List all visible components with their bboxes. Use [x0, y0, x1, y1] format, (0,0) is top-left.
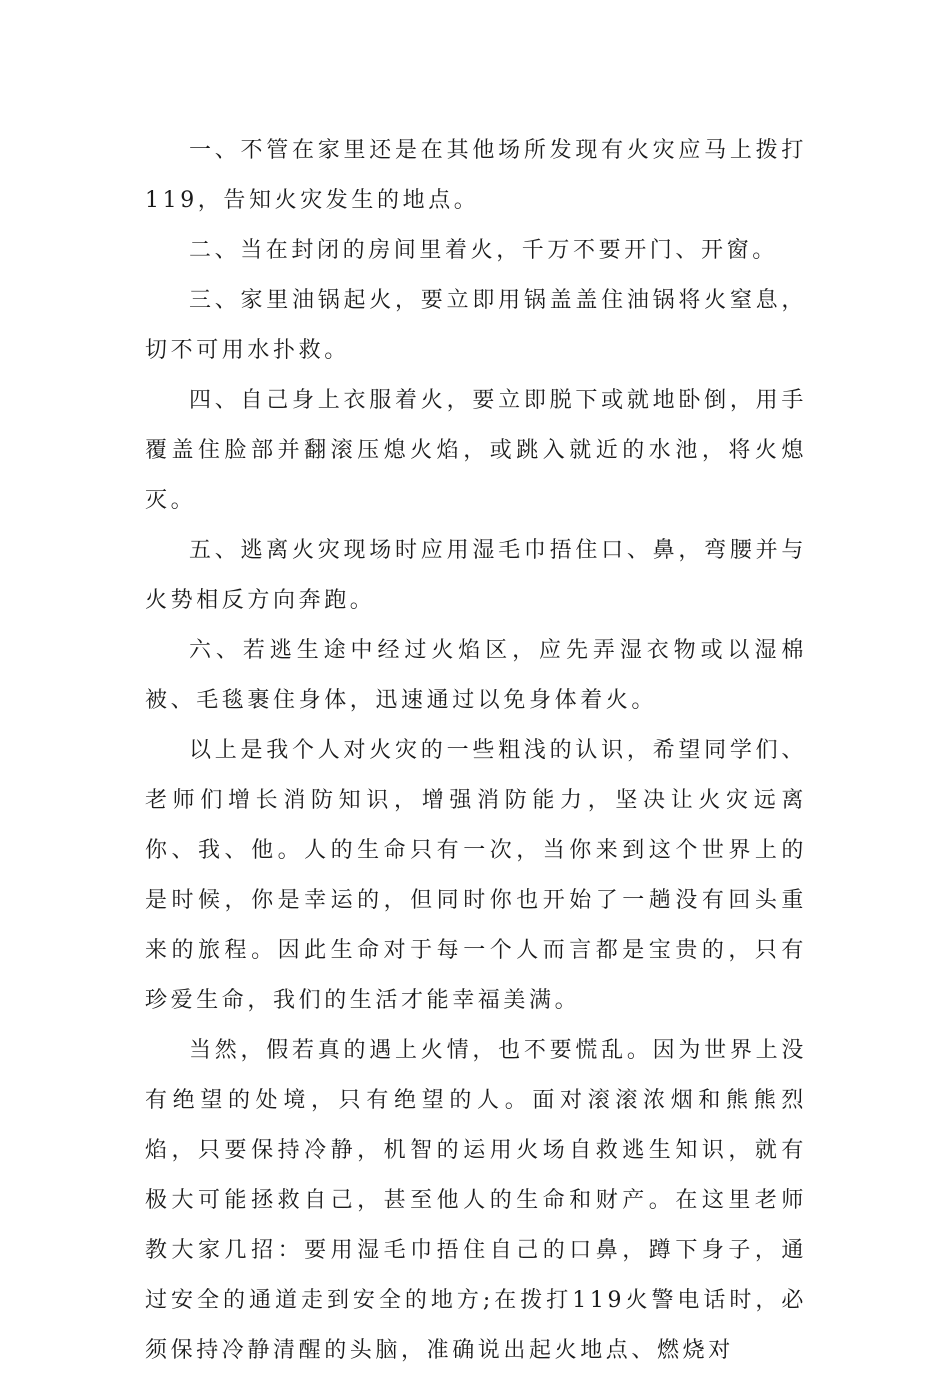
paragraph-tip-6: 六、若逃生途中经过火焰区，应先弄湿衣物或以湿棉被、毛毯裹住身体，迅速通过以免身体着火。	[145, 638, 807, 713]
paragraph-tip-3: 三、家里油锅起火，要立即用锅盖盖住油锅将火窒息，切不可用水扑救。	[145, 288, 807, 363]
paragraph-summary: 以上是我个人对火灾的一些粗浅的认识，希望同学们、老师们增长消防知识，增强消防能力，坚决让火灾远离你、我、他。人的生命只有一次，当你来到这个世界上的是时候，你是幸运的，但同时你也开始了一趟没有回头重来的旅程。因此生命对于每一个人而言都是宝贵的，只有珍爱生命，我们的生活才能幸福美满。	[145, 738, 807, 1013]
paragraph-tip-2: 二、当在封闭的房间里着火，千万不要开门、开窗。	[189, 238, 778, 263]
paragraph-tip-4: 四、自己身上衣服着火，要立即脱下或就地卧倒，用手覆盖住脸部并翻滚压熄火焰，或跳入就近的水池，将火熄灭。	[145, 388, 807, 513]
paragraph-tip-1: 一、不管在家里还是在其他场所发现有火灾应马上拨打119，告知火灾发生的地点。	[145, 138, 807, 213]
paragraph-advice: 当然，假若真的遇上火情，也不要慌乱。因为世界上没有绝望的处境，只有绝望的人。面对滚滚浓烟和熊熊烈焰，只要保持冷静，机智的运用火场自救逃生知识，就有极大可能拯救自己，甚至他人的生命和财产。在这里老师教大家几招：要用湿毛巾捂住自己的口鼻，蹲下身子，通过安全的通道走到安全的地方;在拨打119火警电话时，必须保持冷静清醒的头脑，准确说出起火地点、燃烧对	[145, 1038, 807, 1363]
document-body	[145, 126, 807, 1376]
paragraph-tip-5: 五、逃离火灾现场时应用湿毛巾捂住口、鼻，弯腰并与火势相反方向奔跑。	[145, 538, 807, 613]
